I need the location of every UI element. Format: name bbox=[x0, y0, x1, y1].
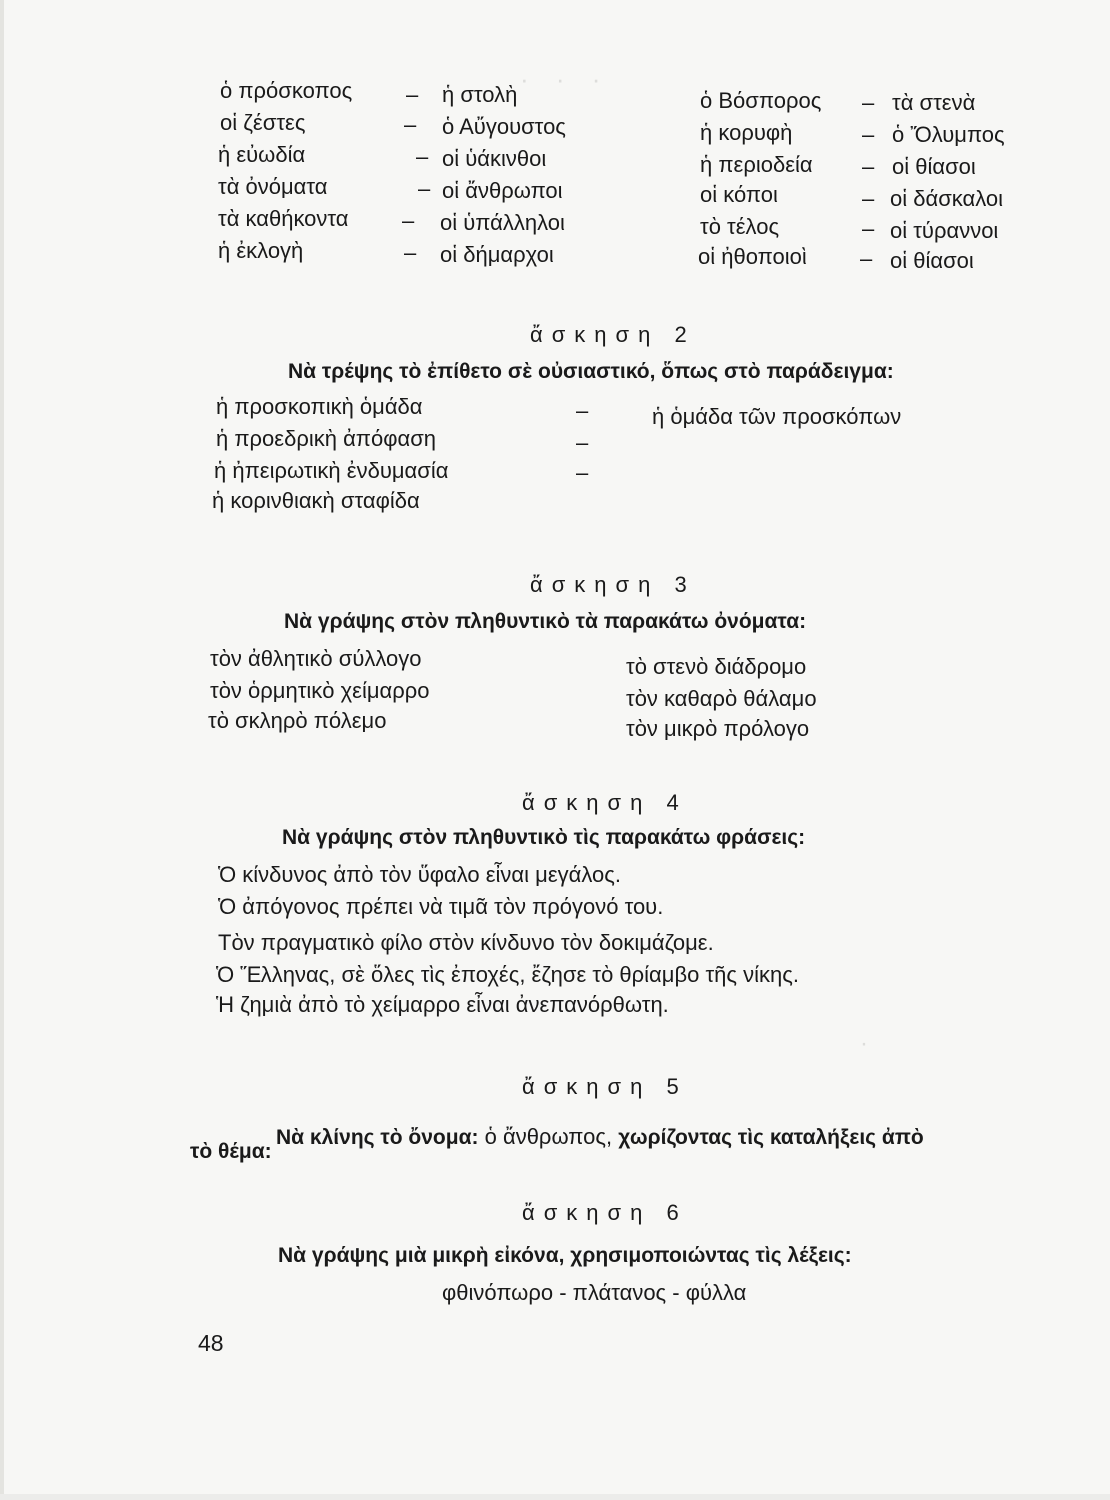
instruction-text: χωρίζοντας τὶς καταλήξεις ἀπὸ bbox=[618, 1126, 924, 1149]
exercise-instruction: Νὰ γράψης στὸν πληθυντικὸ τὶς παρακάτω φράσεις: bbox=[282, 826, 806, 849]
dash: – bbox=[576, 430, 589, 455]
word-item: ἡ ἐκλογὴ bbox=[218, 238, 304, 263]
sentence: Ὁ κίνδυνος ἀπὸ τὸν ὕφαλο εἶναι μεγάλος. bbox=[218, 862, 621, 887]
word-item: οἱ ἄνθρωποι bbox=[442, 178, 563, 203]
exercise-row: ἡ ἠπειρωτικὴ ἐνδυμασία bbox=[214, 458, 449, 483]
word-item: ὁ Ὄλυμπος bbox=[892, 122, 1005, 147]
dash: – bbox=[862, 186, 875, 211]
example-answer: ἡ ὁμάδα τῶν προσκόπων bbox=[652, 404, 902, 429]
word-item: οἱ δάσκαλοι bbox=[890, 186, 1004, 211]
dash: – bbox=[406, 82, 419, 107]
exercise-instruction bbox=[276, 1124, 924, 1150]
word-item: οἱ ὑπάλληλοι bbox=[440, 210, 565, 235]
exercise-row: τὸ σκληρὸ πόλεμο bbox=[208, 708, 387, 733]
dash: – bbox=[862, 216, 875, 241]
word-item: τὸ τέλος bbox=[700, 214, 780, 239]
page-left-edge bbox=[0, 0, 4, 1500]
dash: – bbox=[418, 176, 431, 201]
exercise-row: τὸ στενὸ διάδρομο bbox=[626, 654, 807, 679]
word-item: οἱ τύραννοι bbox=[890, 218, 999, 243]
dash: – bbox=[862, 154, 875, 179]
page-bottom-edge bbox=[0, 1494, 1110, 1500]
page-number: 48 bbox=[198, 1330, 224, 1356]
instruction-text: Νὰ κλίνης τὸ ὄνομα: bbox=[276, 1126, 479, 1149]
sentence: Τὸν πραγματικὸ φίλο στὸν κίνδυνο τὸν δοκιμάζομε. bbox=[218, 930, 714, 955]
exercise-row: ἡ προσκοπικὴ ὁμάδα bbox=[216, 394, 423, 419]
dash: – bbox=[862, 90, 875, 115]
dash: – bbox=[402, 208, 415, 233]
word-item: ὁ Βόσπορος bbox=[700, 88, 822, 113]
word-item: οἱ ζέστες bbox=[220, 110, 306, 135]
word-item: ὁ πρόσκοπος bbox=[220, 78, 353, 103]
exercise-row: τὸν καθαρὸ θάλαμο bbox=[626, 686, 817, 711]
exercise-row: τὸν ὁρμητικὸ χείμαρρο bbox=[210, 678, 430, 703]
word-item: ὁ Αὔγουστος bbox=[442, 114, 566, 139]
sentence: Ὁ Ἕλληνας, σὲ ὅλες τὶς ἐποχές, ἔζησε τὸ θρίαμβο τῆς νίκης. bbox=[216, 962, 799, 987]
word-item: τὰ στενὰ bbox=[892, 90, 976, 115]
exercise-heading: ἄσκηση 2 bbox=[530, 322, 696, 347]
word-item: οἱ θίασοι bbox=[890, 248, 974, 273]
exercise-heading: ἄσκηση 6 bbox=[522, 1200, 688, 1225]
word-item: ἡ εὐωδία bbox=[218, 142, 306, 167]
word-item: οἱ ἠθοποιοὶ bbox=[698, 244, 807, 269]
exercise-heading: ἄσκηση 3 bbox=[530, 572, 696, 597]
exercise-heading: ἄσκηση 5 bbox=[522, 1074, 688, 1099]
word-item: οἱ δήμαρχοι bbox=[440, 242, 554, 267]
word-list: φθινόπωρο - πλάτανος - φύλλα bbox=[442, 1280, 747, 1305]
sentence: Ἡ ζημιὰ ἀπὸ τὸ χείμαρρο εἶναι ἀνεπανόρθωτη. bbox=[216, 992, 669, 1017]
dash: – bbox=[862, 122, 875, 147]
exercise-heading: ἄσκηση 4 bbox=[522, 790, 688, 815]
dash: – bbox=[576, 460, 589, 485]
word-item: ἡ στολὴ bbox=[442, 82, 518, 107]
exercise-row: ἡ κορινθιακὴ σταφίδα bbox=[212, 488, 420, 513]
bleed-through-mark: · bbox=[860, 1030, 868, 1057]
word-item: οἱ θίασοι bbox=[892, 154, 976, 179]
dash: – bbox=[576, 398, 589, 423]
word-item: τὰ καθήκοντα bbox=[218, 206, 349, 231]
exercise-row: ἡ προεδρικὴ ἀπόφαση bbox=[216, 426, 437, 451]
dash: – bbox=[416, 144, 429, 169]
exercise-row: τὸν ἀθλητικὸ σύλλογο bbox=[210, 646, 422, 671]
word-item: οἱ κόποι bbox=[700, 182, 778, 207]
word-item: τὰ ὀνόματα bbox=[218, 174, 328, 199]
dash: – bbox=[404, 112, 417, 137]
word-item: ἡ κορυφὴ bbox=[700, 120, 793, 145]
exercise-instruction: Νὰ τρέψης τὸ ἐπίθετο σὲ οὐσιαστικό, ὅπως στὸ παράδειγμα: bbox=[288, 360, 894, 383]
exercise-row: τὸν μικρὸ πρόλογο bbox=[626, 716, 810, 741]
instruction-word: ὁ ἄνθρωπος, bbox=[478, 1124, 619, 1149]
dash: – bbox=[404, 240, 417, 265]
word-item: ἡ περιοδεία bbox=[700, 152, 813, 177]
bleed-through-mark: · · · bbox=[520, 64, 611, 94]
word-item: οἱ ὑάκινθοι bbox=[442, 146, 547, 171]
exercise-instruction: Νὰ γράψης μιὰ μικρὴ εἰκόνα, χρησιμοποιώντας τὶς λέξεις: bbox=[278, 1244, 852, 1267]
exercise-instruction: Νὰ γράψης στὸν πληθυντικὸ τὰ παρακάτω ὀνόματα: bbox=[284, 610, 807, 633]
exercise-instruction-line2: τὸ θέμα: bbox=[190, 1140, 272, 1163]
sentence: Ὁ ἀπόγονος πρέπει νὰ τιμᾶ τὸν πρόγονό του. bbox=[218, 894, 664, 919]
dash: – bbox=[860, 246, 873, 271]
